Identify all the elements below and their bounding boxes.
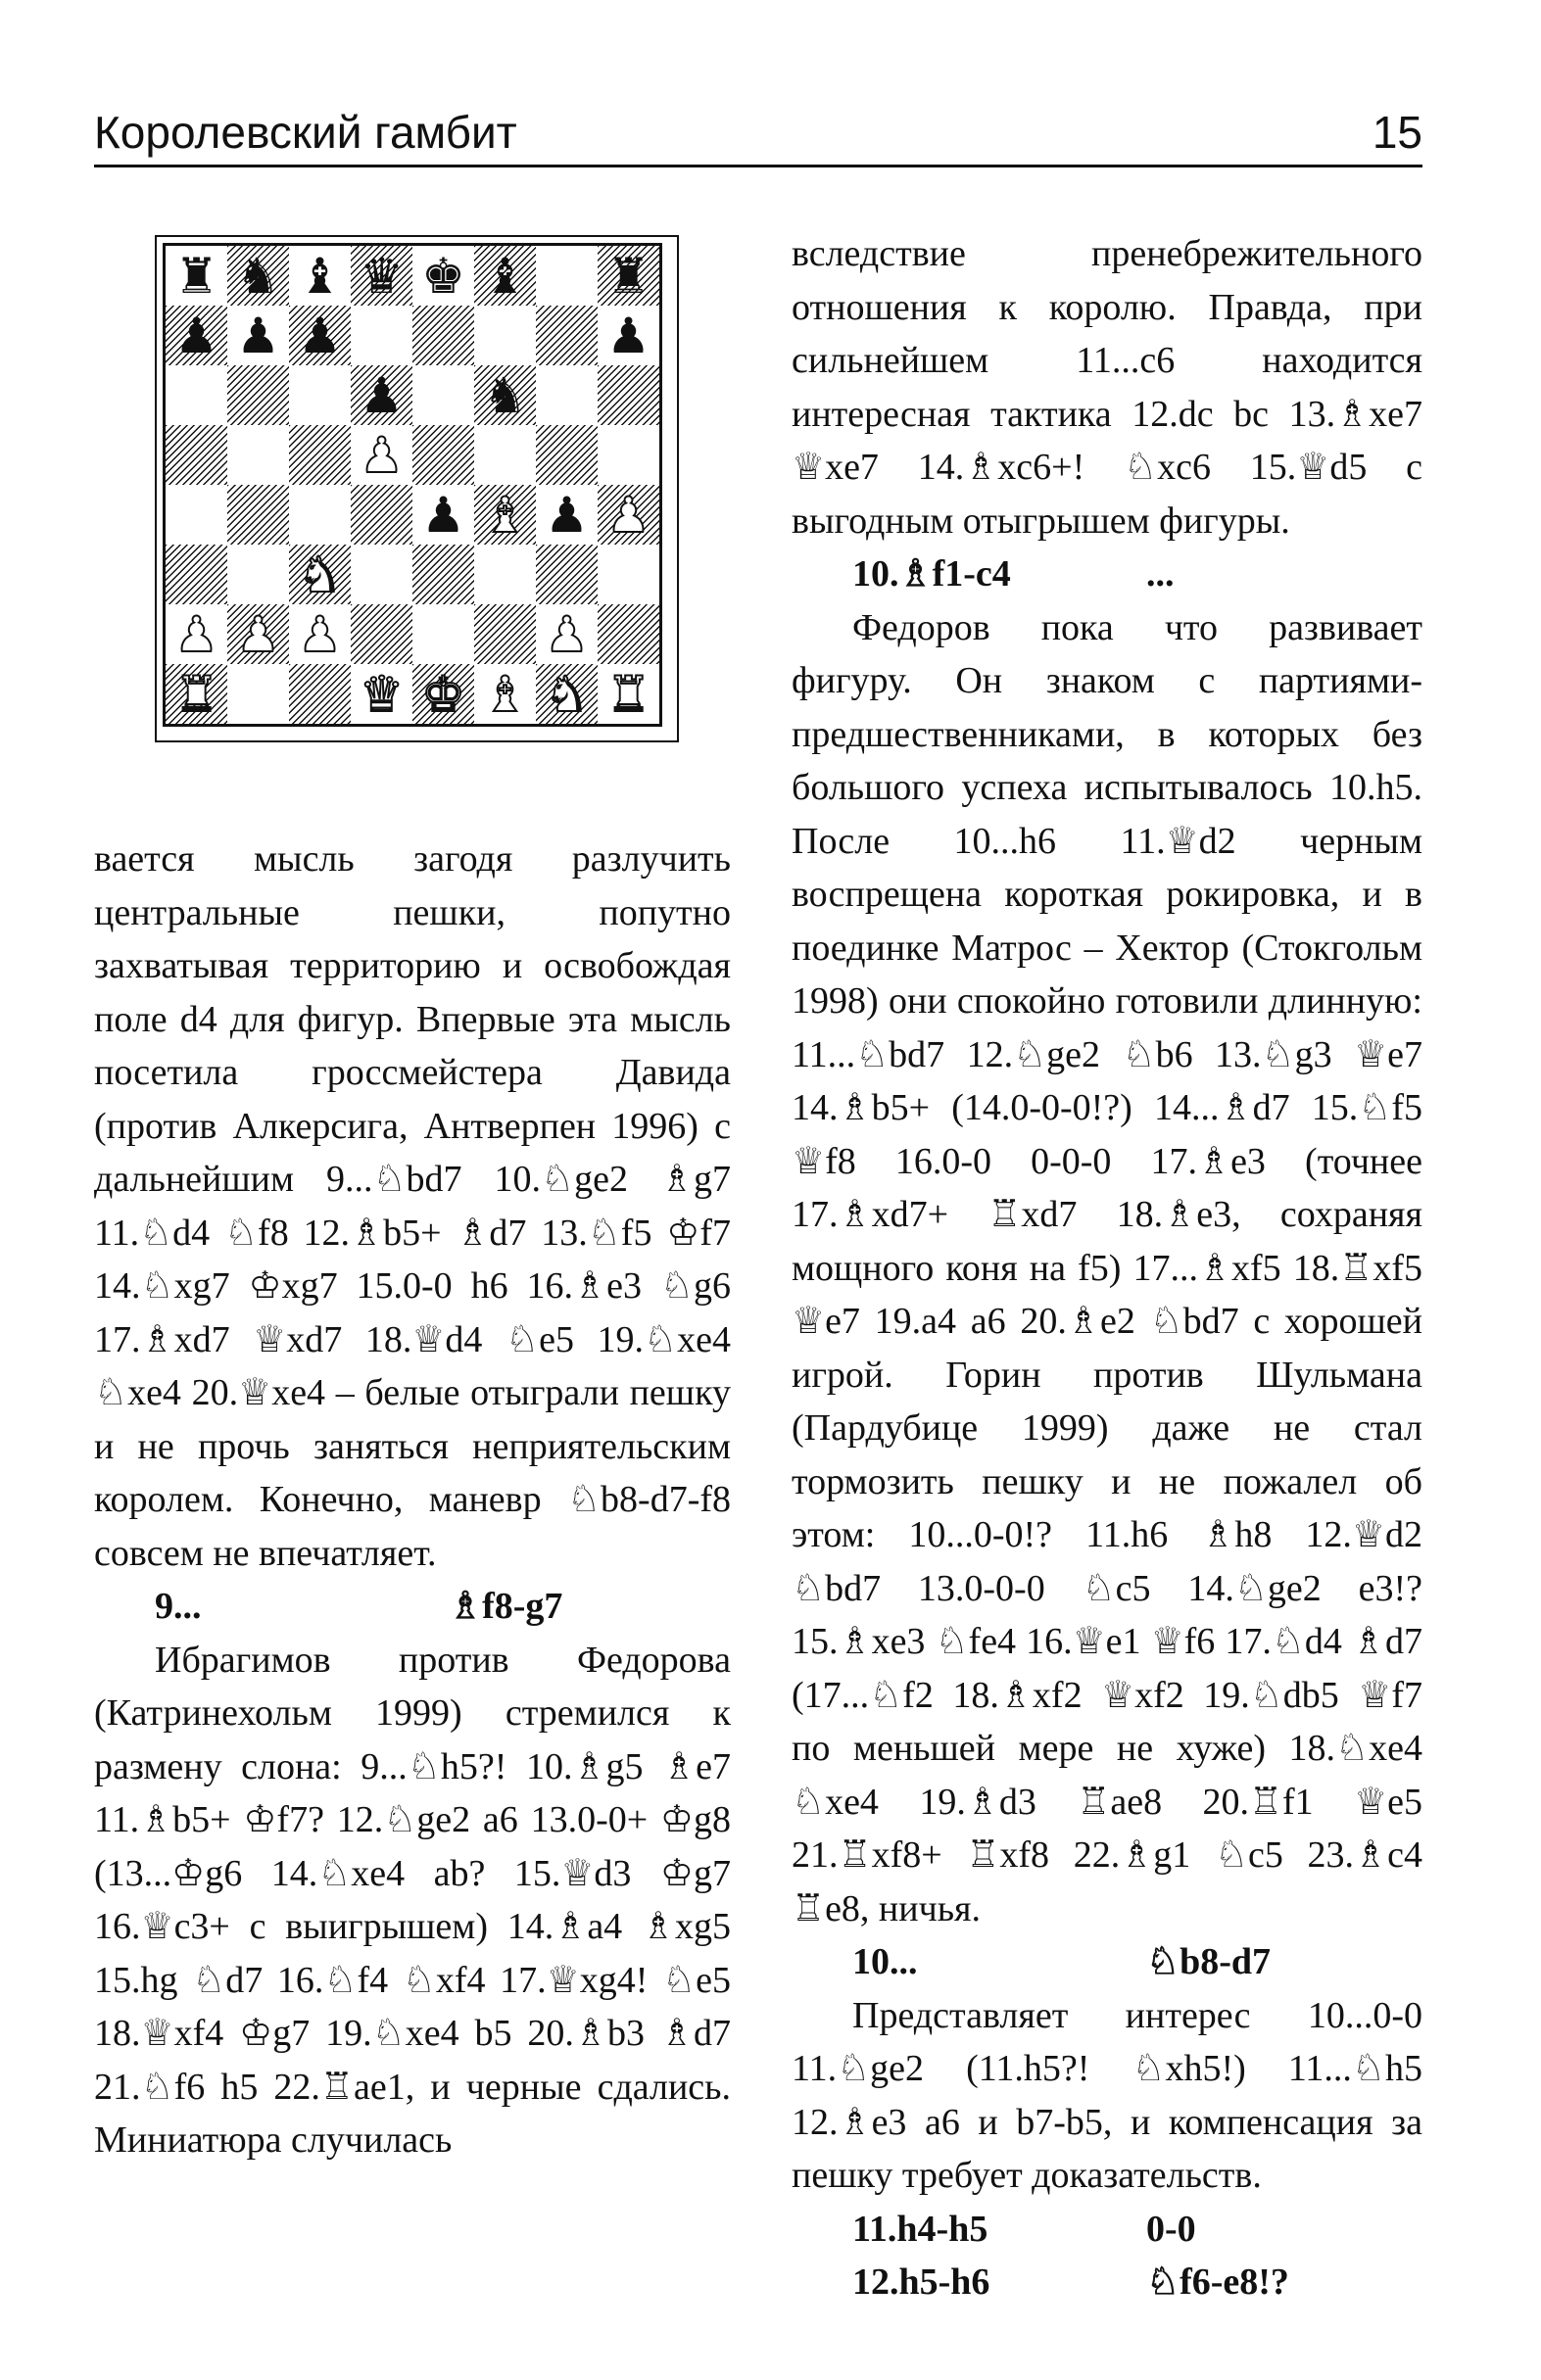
black-knight-icon: ♞ [483,366,527,424]
square-b7 [227,306,289,365]
square-a6 [166,365,227,425]
black-pawn-icon: ♟ [174,307,218,364]
move-heading [94,1580,731,1634]
square-h6 [598,365,659,425]
square-a7 [166,306,227,365]
white-pawn-icon: ♟ [174,605,218,663]
square-a8 [166,246,227,306]
square-h8 [598,246,659,306]
square-e1 [412,664,474,724]
black-pawn-icon: ♟ [236,307,280,364]
square-f1 [474,664,536,724]
move-number: 10... [852,1941,918,1982]
move-heading [792,547,1422,601]
square-b1 [227,664,289,724]
paragraph: Представляет интерес 10...0-0 11.♘ge2 (11.h5?! ♘xh5!) 11...♘h5 12.♗e3 a6 и b7-b5, и компенсация за пешку требует доказательств. [792,1994,1422,2196]
square-a2 [166,604,227,664]
white-pawn-icon: ♟ [545,605,589,663]
chess-diagram [155,235,679,742]
running-head [94,106,1422,167]
white-pawn-icon: ♟ [606,486,650,544]
square-b4 [227,485,289,545]
square-e3 [412,545,474,604]
move-heading [792,2256,1422,2309]
black-rook-icon: ♜ [174,247,218,305]
square-c6 [289,365,351,425]
move-number: 10.♗f1-c4 [852,553,1011,595]
square-d1 [351,664,412,724]
paragraph: Ибрагимов против Федорова (Катринехольм 1999) стремился к размену слона: 9...♘h5?! 10.♗g5 ♗e7 11.♗b5+ ♔f7? 12.♘ge2 a6 13.0-0+ ♔g8 (13...♔g6 14.♘xe4 ab? 15.♕d3 ♔g7 16.♕c3+ с выигрышем) 14.♗a4 ♗xg5 15.hg ♘d7 16.♘f4 ♘xf4 17.♕xg4! ♘e5 18.♕xf4 ♔g7 19.♘xe4 b5 20.♗b3 ♗d7 21.♘f6 h5 22.♖ae1, и черные сдались. Миниатюра случилась [94,1639,731,2161]
square-d4 [351,485,412,545]
move-text: ♘b8-d7 [1146,1941,1271,1982]
black-bishop-icon: ♝ [483,247,527,305]
square-c1 [289,664,351,724]
square-b6 [227,365,289,425]
square-b3 [227,545,289,604]
white-bishop-icon: ♝ [483,486,527,544]
white-pawn-icon: ♟ [236,605,280,663]
black-pawn-icon: ♟ [360,366,404,424]
square-h2 [598,604,659,664]
black-pawn-icon: ♟ [606,307,650,364]
square-g2 [536,604,598,664]
white-knight-icon: ♞ [545,665,589,723]
square-f5 [474,425,536,485]
square-b2 [227,604,289,664]
square-b8 [227,246,289,306]
move-text: ... [1146,553,1175,595]
white-king-icon: ♚ [421,665,465,723]
white-bishop-icon: ♝ [483,665,527,723]
black-king-icon: ♚ [421,247,465,305]
black-queen-icon: ♛ [360,247,404,305]
square-d2 [351,604,412,664]
square-f2 [474,604,536,664]
black-bishop-icon: ♝ [298,247,342,305]
page-number: 15 [1372,107,1422,158]
square-d8 [351,246,412,306]
black-pawn-icon: ♟ [298,307,342,364]
move-heading [792,1935,1422,1989]
square-e5 [412,425,474,485]
square-h3 [598,545,659,604]
square-f7 [474,306,536,365]
move-text: ♗f8-g7 [449,1586,563,1627]
square-g4 [536,485,598,545]
square-c7 [289,306,351,365]
running-head-title: Королевский гамбит [94,107,517,158]
move-number: 11.h4-h5 [852,2208,988,2250]
square-e8 [412,246,474,306]
right-column [792,227,1422,2309]
square-b5 [227,425,289,485]
square-c3 [289,545,351,604]
black-pawn-icon: ♟ [545,486,589,544]
square-f4 [474,485,536,545]
paragraph: вследствие пренебрежительного отношения к королю. Правда, при сильнейшем 11...c6 находится интересная тактика 12.dc bc 13.♗xe7 ♕xe7 14.♗xc6+! ♘xc6 15.♕d5 с выгодным отыгрышем фигуры. [792,233,1422,542]
square-h5 [598,425,659,485]
square-c5 [289,425,351,485]
black-rook-icon: ♜ [606,247,650,305]
square-e6 [412,365,474,425]
white-rook-icon: ♜ [606,665,650,723]
square-a1 [166,664,227,724]
square-d6 [351,365,412,425]
white-queen-icon: ♛ [360,665,404,723]
square-d7 [351,306,412,365]
paragraph: Федоров пока что развивает фигуру. Он знаком с партиями-предшественниками, в которых без большого успеха испытывалось 10.h5. После 10...h6 11.♕d2 черным воспрещена короткая рокировка, и в поединке Матрос – Хектор (Стокгольм 1998) они спокойно готовили длинную: 11...♘bd7 12.♘ge2 ♘b6 13.♘g3 ♕e7 14.♗b5+ (14.0-0-0!?) 14...♗d7 15.♘f5 ♕f8 16.0-0 0-0-0 17.♗e3 (точнее 17.♗xd7+ ♖xd7 18.♗e3, сохраняя мощного коня на f5) 17...♗xf5 18.♖xf5 ♕e7 19.a4 a6 20.♗e2 ♘bd7 с хорошей игрой. Горин против Шульмана (Пардубице 1999) даже не стал тормозить пешку и не пожалел об этом: 10...0-0!? 11.h6 ♗h8 12.♕d2 ♘bd7 13.0-0-0 ♘c5 14.♘ge2 e3!? 15.♗xe3 ♘fe4 16.♕e1 ♕f6 17.♘d4 ♗d7 (17...♘f2 18.♗xf2 ♕xf2 19.♘db5 ♕f7 по меньшей мере не хуже) 18.♘xe4 ♘xe4 19.♗d3 ♖ae8 20.♖f1 ♕e5 21.♖xf8+ ♖xf8 22.♗g1 ♘c5 23.♗c4 ♖e8, ничья. [792,606,1422,1929]
square-g7 [536,306,598,365]
square-g6 [536,365,598,425]
black-knight-icon: ♞ [236,247,280,305]
move-text: 0-0 [1146,2208,1196,2250]
square-d5 [351,425,412,485]
paragraph: вается мысль загодя разлучить центральные пешки, попутно захватывая территорию и освобождая поле d4 для фигур. Впервые эта мысль посетила гроссмейстера Давида (против Алкерсига, Антверпен 1996) с дальнейшим 9...♘bd7 10.♘ge2 ♗g7 11.♘d4 ♘f8 12.♗b5+ ♗d7 13.♘f5 ♔f7 14.♘xg7 ♔xg7 15.0-0 h6 16.♗e3 ♘g6 17.♗xd7 ♕xd7 18.♕d4 ♘e5 19.♘xe4 ♘xe4 20.♕xe4 – белые отыграли пешку и не прочь заняться неприятельским королем. Конечно, маневр ♘b8-d7-f8 совсем не впечатляет. [94,838,731,1574]
white-pawn-icon: ♟ [298,605,342,663]
square-d3 [351,545,412,604]
move-number: 9... [155,1586,202,1627]
square-c2 [289,604,351,664]
square-e7 [412,306,474,365]
left-column [94,833,731,2167]
square-g5 [536,425,598,485]
square-c8 [289,246,351,306]
white-rook-icon: ♜ [174,665,218,723]
square-a3 [166,545,227,604]
move-text: ♘f6-e8!? [1146,2261,1289,2303]
square-e2 [412,604,474,664]
white-knight-icon: ♞ [298,546,342,603]
white-pawn-icon: ♟ [360,426,404,484]
square-h1 [598,664,659,724]
square-f8 [474,246,536,306]
header-rule [94,165,1422,167]
chess-board [163,243,662,727]
move-number: 12.h5-h6 [852,2261,990,2303]
square-a5 [166,425,227,485]
square-c4 [289,485,351,545]
square-a4 [166,485,227,545]
move-heading [792,2203,1422,2257]
square-f6 [474,365,536,425]
black-pawn-icon: ♟ [421,486,465,544]
square-h7 [598,306,659,365]
square-e4 [412,485,474,545]
square-g1 [536,664,598,724]
square-g3 [536,545,598,604]
square-f3 [474,545,536,604]
square-g8 [536,246,598,306]
square-h4 [598,485,659,545]
